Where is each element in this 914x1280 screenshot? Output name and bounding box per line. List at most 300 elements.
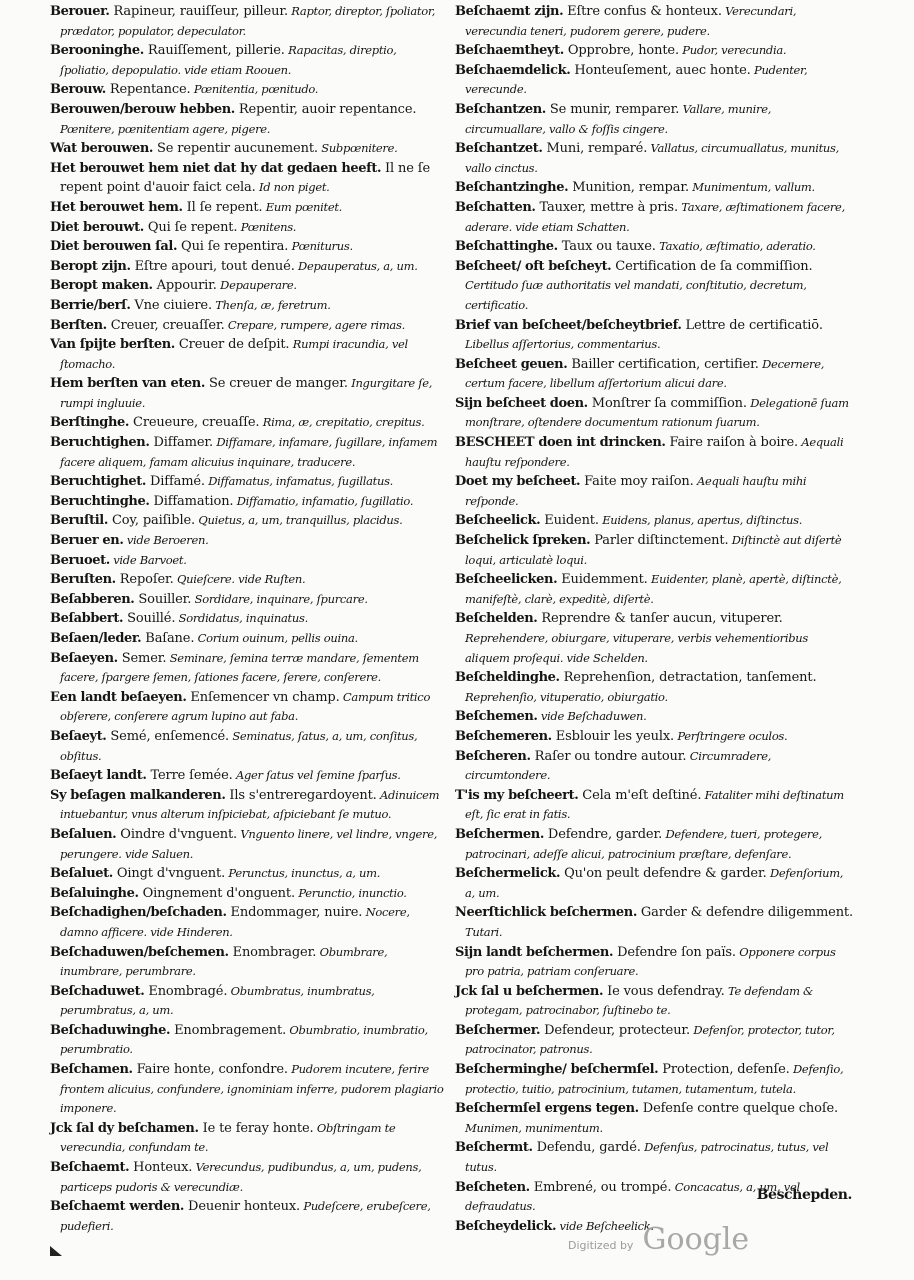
latin-gloss: Taxatio, æſtimatio, aderatio. [655,239,816,254]
french-gloss: Tauxer, mettre à pris. [535,199,678,215]
french-gloss: Baſane. [141,631,195,646]
latin-gloss: Certitudo ſuæ authoritatis vel mandati, conſtitutio, decretum, certificatio. [465,278,807,312]
latin-gloss: Diffamare, infamare, ſugillare, infamem facere aliquem, famam alicuius inquinare, traducere. [60,435,438,469]
headword: Beſaeyt. [50,728,107,744]
dictionary-entry [50,943,448,982]
latin-gloss: Depauperatus, a, um. [294,258,418,273]
headword: Beſabberen. [50,591,135,607]
headword: Brief van beſcheet/beſcheytbrief. [455,317,682,333]
latin-gloss: Aequali hauſtu mihi reſponde. [465,474,807,508]
latin-gloss: Tutari. [465,924,503,939]
latin-gloss: Diffamatus, infamatus, ſugillatus. [204,474,394,489]
dictionary-entry [50,413,448,433]
french-gloss: Rapineur, rauiſſeur, pilleur. [109,4,288,19]
latin-gloss: vide Barvoet. [109,552,187,567]
french-gloss: Cela m'eſt deſtiné. [578,787,702,803]
latin-gloss: Pudeſcere, erubeſcere, pudefieri. [60,1199,431,1233]
latin-gloss: Obſtringam te verecundia, confundam te. [60,1120,396,1155]
headword: Sijn landt beſchermen. [455,944,614,960]
latin-gloss: Circumradere, circumtondere. [465,748,772,783]
french-gloss: Euident. [540,513,599,529]
french-gloss: Oindre d'vnguent. [116,826,238,842]
french-gloss: Vne ciuiere. [130,297,212,313]
latin-gloss: Munimen, munimentum. [465,1120,603,1135]
latin-gloss: Pudorem incutere, ferire frontem alicuius, confundere, ignominiam inferre, pudorem plagiario imponere. [60,1062,444,1116]
dictionary-entry [455,355,855,394]
french-gloss: Defendre ſon païs. [613,944,736,960]
french-gloss: Esblouir les yeulx. [551,728,674,744]
headword: Berooninghe. [50,43,144,59]
latin-gloss: Vallatus, circumuallatus, munitus, vallo cinctus. [465,141,839,175]
headword: Jck ſal u beſchermen. [455,983,604,999]
headword: BESCHEET doen int drincken. [455,435,666,451]
dictionary-entry [50,433,448,472]
latin-gloss: Delegationē ſuam monſtrare, oſtendere documentum rationum ſuarum. [465,395,849,430]
latin-gloss: Quieſcere. vide Ruſten. [173,572,306,587]
headword: Sijn beſcheet doen. [455,395,588,411]
dictionary-entry [50,688,448,727]
latin-gloss: Perunctio, inunctio. [294,885,407,900]
google-logo: Google [642,1222,750,1257]
latin-gloss: vide Beſcheelick. [556,1218,654,1233]
french-gloss: Semé, enſemencé. [106,728,229,744]
headword: Beſchaemt. [50,1160,130,1176]
dictionary-entry [455,2,855,41]
french-gloss: Garder & defendre diligemment. [636,905,853,921]
headword: Beſchemeren. [455,728,552,744]
headword: Beruchtighet. [50,474,147,490]
french-gloss: Defendeur, protecteur. [540,1022,691,1038]
latin-gloss: Defenſor, protector, tutor, patrocinator, patronus. [465,1022,835,1057]
headword: Beſcheydelick. [455,1218,557,1234]
headword: Beruoet. [50,552,110,568]
latin-gloss: vide Beſchaduwen. [537,709,647,724]
latin-gloss: Decernere, certum facere, libellum aſſertorium alicui dare. [465,356,825,391]
latin-gloss: Perunctus, inunctus, a, um. [225,866,381,881]
dictionary-entry [50,609,448,629]
french-gloss: Enombrager. [228,944,317,960]
french-gloss: Repentance. [105,82,191,98]
headword: Beſaen/leder. [50,631,142,646]
latin-gloss: Obumbratio, inumbratio, perumbratio. [60,1022,428,1057]
french-gloss: Se creuer de manger. [204,376,348,392]
latin-gloss: Pœnitens. [237,219,297,234]
headword: Jck ſal dy beſchamen. [50,1120,199,1136]
french-gloss: Euidemment. [557,572,648,588]
dictionary-entry [50,884,448,904]
latin-gloss: Subpœnitere. [317,141,398,156]
headword: Beſaluet. [50,866,113,882]
latin-gloss: Vallare, munire, circumuallare, vallo & foſſis cingere. [465,101,772,136]
headword: Beſcheet/ oft beſcheyt. [455,258,612,274]
headword: Beſchaemtheyt. [455,43,564,59]
latin-gloss: Euidenter, planè, apertè, diſtinctè, manifeſtè, clarè, expeditè, diſertè. [465,572,842,606]
french-gloss: Eſtre apouri, tout denué. [130,258,295,274]
dictionary-entry [455,825,855,864]
headword: Beruſtil. [50,513,108,529]
french-gloss: Honteux. [129,1160,193,1176]
french-gloss: Certification de ſa commiſſion. [611,258,813,274]
french-gloss: Creuer de deſpit. [174,337,290,353]
headword: Neerſtichlick beſchermen. [455,905,637,921]
dictionary-entry [50,218,448,238]
headword: Beſchaduwinghe. [50,1022,171,1038]
corner-arrow-icon [49,1245,63,1257]
french-gloss: Diffamer. [149,435,213,451]
watermark-prefix: Digitized by [568,1239,634,1252]
french-gloss: Il ſe repent. [182,199,263,215]
dictionary-entry [50,1197,448,1236]
dictionary-entry [455,943,855,982]
catchword: Beschepden. [756,1187,852,1203]
headword: Wat berouwen. [50,141,153,157]
french-gloss: Deuenir honteux. [184,1199,301,1215]
french-gloss: Se munir, remparer. [545,101,680,117]
headword: Beſchantzinghe. [455,180,569,196]
dictionary-entry [50,570,448,590]
latin-gloss: Defenſus, patrocinatus, tutus, vel tutus. [465,1140,829,1175]
french-gloss: Faire honte, confondre. [132,1062,288,1078]
french-gloss: Enſemencer vn champ. [186,689,340,705]
headword: Beſchantzen. [455,101,546,117]
latin-gloss: Nocere, damno afficere. vide Hinderen. [60,905,410,939]
french-gloss: Ie vous defendray. [603,983,725,999]
dictionary-entry [455,394,855,433]
french-gloss: Creueure, creuaſſe. [129,415,260,431]
dictionary-entry [455,237,855,257]
headword: Diet berouwt. [50,219,144,235]
dictionary-entry [50,1021,448,1060]
french-gloss: Semer. [117,650,167,666]
french-gloss: Appourir. [152,278,217,294]
headword: Beſchatten. [455,199,536,215]
french-gloss: Ils s'entreregardoyent. [225,787,377,803]
headword: Beſcheren. [455,748,531,764]
headword: Het berouwet hem niet dat hy dat gedaen heeft. [50,160,382,176]
dictionary-entry [50,1060,448,1119]
french-gloss: Souillé. [123,611,176,627]
latin-gloss: Eum pœnitet. [262,199,343,214]
french-gloss: Repoſer. [115,572,174,588]
french-gloss: Taux ou tauxe. [557,239,656,255]
headword: Beſaeyt landt. [50,768,147,784]
latin-gloss: Pœniturus. [288,239,353,254]
french-gloss: Enombragé. [144,983,228,999]
headword: Berouw. [50,82,106,98]
latin-gloss: Defenſorium, a, um. [465,866,844,900]
dictionary-entry [50,825,448,864]
french-gloss: Coy, paiſible. [107,513,196,529]
latin-gloss: Pœnitentia, pœnitudo. [190,82,319,97]
headword: Beſchelick ſpreken. [455,533,591,549]
dictionary-entry [455,747,855,786]
headword: Hem berſten van eten. [50,376,205,392]
headword: Beſchermſel ergens tegen. [455,1101,639,1117]
latin-gloss: Concacatus, a, um, vel defraudatus. [465,1179,800,1214]
latin-gloss: Adinuicem intuebantur, vnus alterum inſpiciebat, aſpiciebant ſe mutuo. [60,787,440,822]
dictionary-entry [50,237,448,257]
latin-gloss: Obumbrare, inumbrare, perumbrare. [60,944,388,979]
headword: Beſchemen. [455,709,538,725]
latin-gloss: Pudenter, verecunde. [465,62,808,97]
headword: Beſcherminghe/ beſchermſel. [455,1062,659,1078]
latin-gloss: Diffamatio, infamatio, ſugillatio. [233,493,414,508]
headword: Beſaeyen. [50,650,118,666]
headword: Beſchaemt werden. [50,1199,185,1215]
headword: Beſchattinghe. [455,239,558,255]
headword: Beſchermelick. [455,866,561,882]
latin-gloss: Raptor, direptor, ſpoliator, prædator, populator, depeculator. [60,4,436,38]
headword: Beſchermt. [455,1140,533,1156]
dictionary-entry [455,1060,855,1099]
dictionary-entry [455,433,855,472]
dictionary-entry [50,198,448,218]
french-gloss: Parler diſtinctement. [590,533,729,549]
french-gloss: Endommager, nuire. [226,905,363,921]
latin-gloss: Vnguento linere, vel lindre, vngere, perungere. vide Saluen. [60,826,438,861]
right-column [455,2,855,1236]
dictionary-entry [455,531,855,570]
dictionary-entry [50,159,448,198]
headword: Beropt maken. [50,278,153,294]
dictionary-entry [50,100,448,139]
french-gloss: Souiller. [134,591,192,607]
headword: Beſcheelicken. [455,572,558,588]
dictionary-entry [455,198,855,237]
headword: Beruer en. [50,533,124,549]
latin-gloss: Id non piget. [255,180,330,195]
dictionary-entry [50,1158,448,1197]
headword: Beſchermen. [455,826,544,842]
latin-gloss: Ager ſatus vel ſemine ſparſus. [232,768,401,783]
dictionary-entry [455,1138,855,1177]
headword: Doet my beſcheet. [455,474,581,490]
french-gloss: Reprehenſion, detractation, tanſement. [559,670,817,686]
latin-gloss: Reprehendere, obiurgare, vituperare, verbis vehementioribus aliquem proſequi. vide Schelden. [465,631,808,665]
dictionary-entry [50,335,448,374]
headword: Beruchtighen. [50,435,150,451]
dictionary-entry [455,61,855,100]
headword: Beſchaduwet. [50,983,145,999]
french-gloss: Creuer, creuaſſer. [106,317,225,333]
headword: Berrie/berſ. [50,297,131,313]
headword: Beſchaemt zijn. [455,4,564,19]
french-gloss: Rauiſſement, pillerie. [143,43,285,59]
latin-gloss: Euidens, planus, apertus, diſtinctus. [598,513,803,528]
dictionary-entry [455,668,855,707]
latin-gloss: Sordidatus, inquinatus. [175,611,308,626]
dictionary-entry [455,1021,855,1060]
dictionary-entry [455,511,855,531]
headword: Van ſpijte berſten. [50,337,175,353]
dictionary-entry [50,590,448,610]
dictionary-entry [455,570,855,609]
dictionary-entry [455,982,855,1021]
latin-gloss: Corium ouinum, pellis ouina. [194,631,358,645]
headword: Sy beſagen malkanderen. [50,787,226,803]
dictionary-entry [50,1119,448,1158]
headword: Berſtinghe. [50,415,130,431]
latin-gloss: Depauperare. [216,278,297,293]
latin-gloss: Libellus aſſertorius, commentarius. [465,337,661,352]
french-gloss: Raſer ou tondre autour. [530,748,687,764]
dictionary-entry [50,649,448,688]
headword: Berouer. [50,4,110,19]
dictionary-entry [455,727,855,747]
latin-gloss: Fataliter mihi deſtinatum eſt, ſic erat in fatis. [465,787,844,822]
latin-gloss: Rima, æ, crepitatio, crepitus. [259,415,425,430]
latin-gloss: Aequali hauſtu reſpondere. [465,435,844,469]
french-gloss: Qu'on peult defendre & garder. [560,866,767,882]
dictionary-entry [50,2,448,41]
french-gloss: Enombragement. [170,1022,287,1038]
dictionary-entry [50,551,448,571]
latin-gloss: Defendere, tueri, protegere, patrocinari, adeſſe alicui, patrocinium præſtare, defenſare. [465,826,822,861]
latin-gloss: Pœnitere, pœnitentiam agere, pigere. [60,121,271,136]
latin-gloss: Obumbratus, inumbratus, perumbratus, a, um. [60,983,375,1018]
headword: Beſchantzet. [455,141,543,157]
french-gloss: Bailler certification, certifier. [567,356,759,372]
headword: Het berouwet hem. [50,199,183,215]
dictionary-entry [50,296,448,316]
headword: Berſten. [50,317,107,333]
latin-gloss: Crepare, rumpere, agere rimas. [224,317,405,332]
dictionary-entry [50,80,448,100]
latin-gloss: Seminare, ſemina terræ mandare, ſementem facere, ſpargere ſemen, ſationes facere, ſerere, conſerere. [60,650,419,685]
dictionary-entry [50,864,448,884]
latin-gloss: Seminatus, ſatus, a, um, conſitus, obſitus. [60,728,418,763]
french-gloss: Defendre, garder. [543,826,663,842]
dictionary-entry [50,511,448,531]
dictionary-entry [50,727,448,766]
dictionary-entry [50,41,448,80]
latin-gloss: Perſtringere oculos. [674,728,788,743]
dictionary-entry [455,41,855,61]
dictionary-entry [455,786,855,825]
latin-gloss: vide Beroeren. [123,533,209,548]
latin-gloss: Verecundus, pudibundus, a, um, pudens, particeps pudoris & verecundiæ. [60,1160,422,1194]
headword: Beſaluinghe. [50,885,139,901]
dictionary-entry [455,707,855,727]
latin-gloss: Diſtinctè aut diſertè loqui, articulatè loqui. [465,533,842,567]
dictionary-entry [50,766,448,786]
headword: Een landt beſaeyen. [50,689,187,705]
left-column [50,2,448,1236]
dictionary-entry [455,472,855,511]
french-gloss: Oingnement d'onguent. [138,885,295,901]
french-gloss: Opprobre, honte. [563,43,679,59]
digitized-watermark [568,1222,749,1257]
dictionary-entry [50,374,448,413]
dictionary-entry [50,472,448,492]
french-gloss: Se repentir aucunement. [153,141,318,157]
dictionary-entry [50,492,448,512]
dictionary-entry [50,316,448,336]
french-gloss: Diffamé. [146,474,205,490]
latin-gloss: Rumpi iracundia, vel ſtomacho. [60,337,408,371]
dictionary-entry [50,629,448,649]
french-gloss: Terre ſemée. [146,768,233,784]
headword: Beſchaemdelick. [455,62,571,78]
latin-gloss: Rapacitas, direptio, ſpoliatio, depopulatio. vide etiam Roouen. [60,43,397,77]
dictionary-entry [455,316,855,355]
headword: Beropt zijn. [50,258,131,274]
headword: Berouwen/berouw hebben. [50,101,235,117]
headword: Beruchtinghe. [50,493,150,509]
dictionary-entry [50,786,448,825]
latin-gloss: Verecundari, verecundia teneri, pudorem gerere, pudere. [465,4,797,38]
dictionary-entry [50,982,448,1021]
french-gloss: Faite moy raiſon. [580,474,694,490]
dictionary-entry [455,139,855,178]
latin-gloss: Sordidare, inquinare, ſpurcare. [191,591,368,606]
french-gloss: Diffamation. [149,493,234,509]
french-gloss: Oingt d'vnguent. [112,866,226,882]
latin-gloss: Thenſa, æ, feretrum. [211,297,331,312]
french-gloss: Repentir, auoir repentance. [234,101,417,117]
french-gloss: Reprendre & tanſer aucun, vituperer. [537,611,783,627]
french-gloss: Qui ſe repent. [143,219,238,235]
latin-gloss: Defenſio, protectio, tuitio, patrocinium, tutamen, tutamentum, tutela. [465,1062,844,1096]
latin-gloss: Campum tritico obſerere, conſerere agrum lupino aut faba. [60,689,431,724]
dictionary-entry [455,1099,855,1138]
dictionary-entry [50,139,448,159]
french-gloss: Honteuſement, auec honte. [570,62,751,78]
headword: Beſcheet geuen. [455,356,568,372]
headword: Beſcheten. [455,1179,530,1195]
dictionary-entry [455,864,855,903]
french-gloss: Defenſe contre quelque choſe. [638,1101,839,1117]
latin-gloss: Quietus, a, um, tranquillus, placidus. [195,513,403,528]
headword: Beſcheldinghe. [455,670,560,686]
french-gloss: Ie te feray honte. [198,1120,314,1136]
dictionary-entry [50,276,448,296]
dictionary-entry [455,178,855,198]
dictionary-entry [50,257,448,277]
french-gloss: Eſtre confus & honteux. [563,4,722,19]
latin-gloss: Reprehenſio, vituperatio, obiurgatio. [465,689,668,704]
headword: Diet berouwen ſal. [50,239,178,255]
french-gloss: Defendu, gardé. [532,1140,641,1156]
latin-gloss: Taxare, æſtimationem facere, aderare. vide etiam Schatten. [465,199,845,234]
latin-gloss: Munimentum, vallum. [688,180,815,195]
headword: Beſchermer. [455,1022,541,1038]
headword: Beruſten. [50,572,116,588]
french-gloss: Munition, rempar. [568,180,689,196]
dictionary-entry [50,903,448,942]
headword: Beſabbert. [50,611,124,627]
headword: Beſaluen. [50,826,117,842]
headword: Beſchadighen/beſchaden. [50,905,227,921]
latin-gloss: Pudor, verecundia. [678,43,787,58]
latin-gloss: Opponere corpus pro patria, patriam conſeruare. [465,944,836,979]
french-gloss: Embrené, ou trompé. [529,1179,672,1195]
headword: Beſchaduwen/beſchemen. [50,944,229,960]
french-gloss: Il ne ſe repent point d'auoir faict cela. [60,160,430,196]
dictionary-entry [50,531,448,551]
headword: Beſchelden. [455,611,538,627]
headword: Beſcheelick. [455,513,541,529]
headword: T'is my beſcheert. [455,787,579,803]
dictionary-entry [455,100,855,139]
french-gloss: Qui ſe repentira. [177,239,289,255]
dictionary-entry [455,609,855,668]
french-gloss: Protection, defenſe. [658,1062,790,1078]
dictionary-entry [455,257,855,316]
latin-gloss: Te defendam & protegam, patrocinabor, ſuſtinebo te. [465,983,813,1018]
french-gloss: Muni, remparé. [542,141,648,157]
headword: Beſchamen. [50,1062,133,1078]
